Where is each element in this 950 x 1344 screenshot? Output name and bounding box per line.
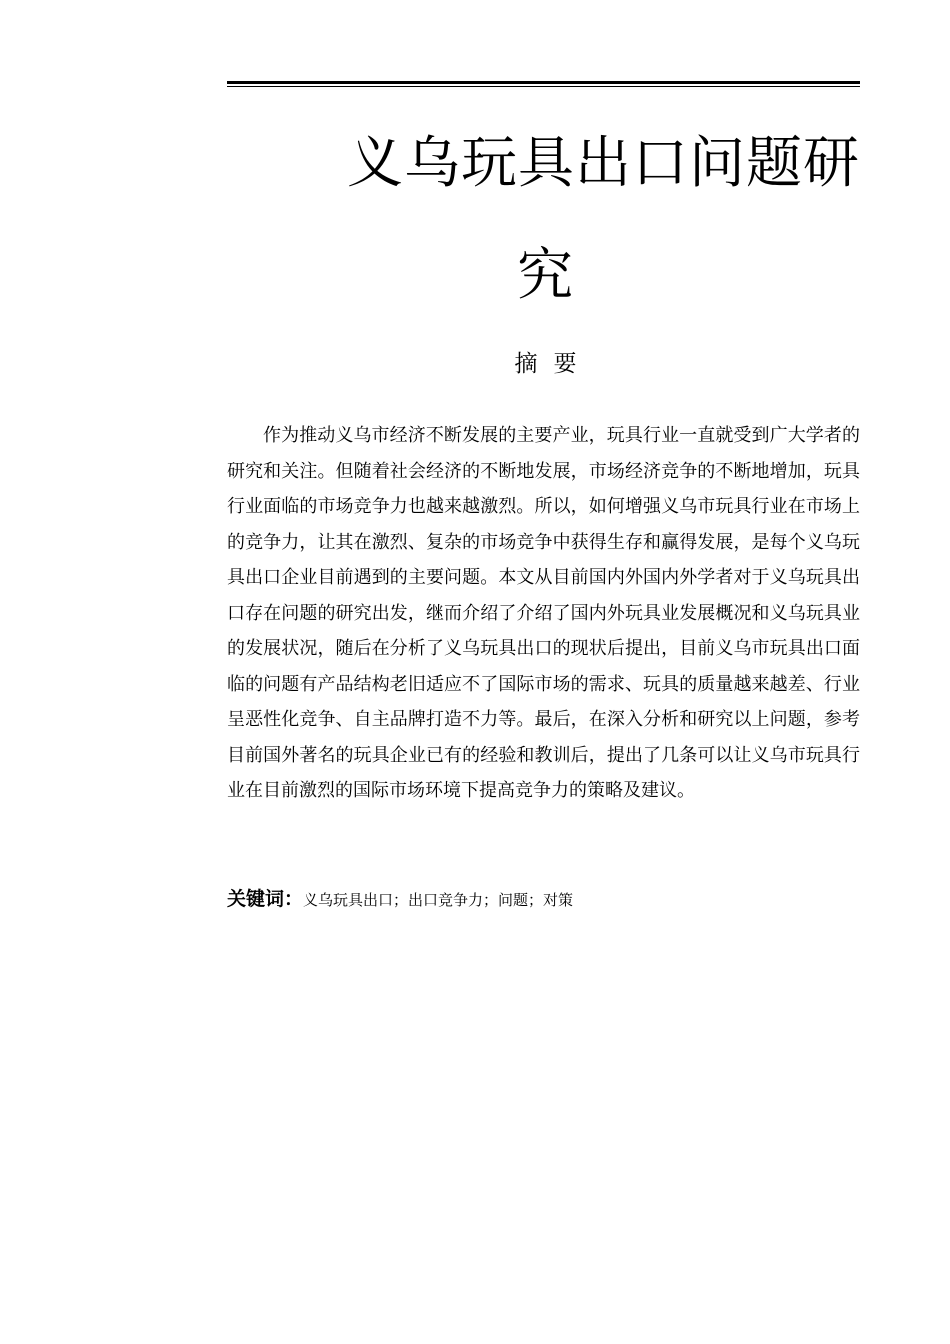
header-rule-thin: [227, 86, 860, 87]
abstract-heading: 摘要: [514, 351, 593, 377]
header-rule-thick: [227, 81, 860, 84]
abstract-body: 作为推动义乌市经济不断发展的主要产业，玩具行业一直就受到广大学者的研究和关注。但随着社会经济的不断地发展，市场经济竞争的不断地增加，玩具行业面临的市场竞争力也越来越激烈。所以，如何增强义乌市玩具行业在市场上的竞争力，让其在激烈、复杂的市场竞争中获得生存和赢得发展，是每个义乌玩具出口企业目前遇到的主要问题。本文从目前国内外国内外学者对于义乌玩具出口存在问题的研究出发，继而介绍了介绍了国内外玩具业发展概况和义乌玩具业的发展状况，随后在分析了义乌玩具出口的现状后提出，目前义乌市玩具出口面临的问题有产品结构老旧适应不了国际市场的需求、玩具的质量越来越差、行业呈恶性化竞争、自主品牌打造不力等。最后，在深入分析和研究以上问题，参考目前国外著名的玩具企业已有的经验和教训后，提出了几条可以让义乌市玩具行业在目前激烈的国际市场环境下提高竞争力的策略及建议。: [227, 425, 860, 801]
keywords-label: 关键词：: [227, 888, 304, 910]
document-title-line1: 义乌玩具出口问题研: [347, 131, 860, 196]
document-title-line2: 究: [517, 243, 574, 308]
keywords-line: [227, 884, 860, 915]
keywords-value: 义乌玩具出口；出口竞争力；问题；对策: [303, 891, 574, 909]
